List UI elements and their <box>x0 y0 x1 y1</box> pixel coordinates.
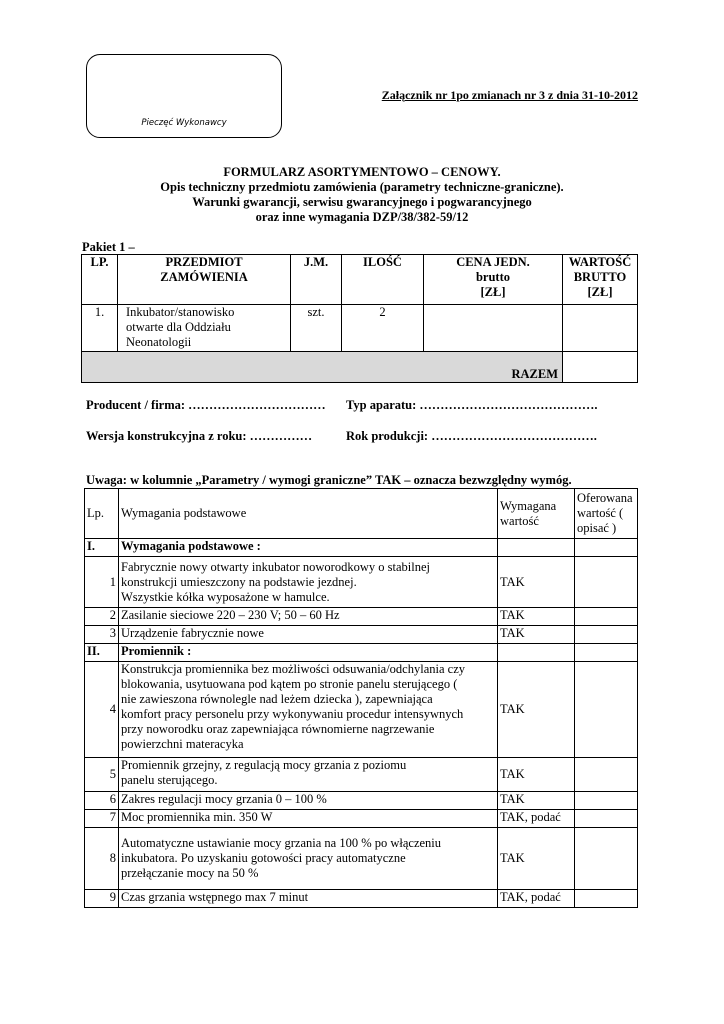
stamp-label: Pieczęć Wykonawcy <box>141 118 227 128</box>
row-value-input[interactable] <box>563 305 638 352</box>
col-unit-price: CENA JEDN. brutto [ZŁ] <box>424 255 563 305</box>
col-total-value: WARTOŚĆ BRUTTO [ZŁ] <box>563 255 638 305</box>
col-subject: PRZEDMIOT ZAMÓWIENIA <box>118 255 291 305</box>
requirement-text: Zakres regulacji mocy grzania 0 – 100 % <box>119 792 498 810</box>
row-subject: Inkubator/stanowisko otwarte dla Oddziału Neonatologii <box>118 305 291 352</box>
requirement-text: Automatyczne ustawianie mocy grzania na 100 % po włączeniu inkubatora. Po uzyskaniu gotowości pracy automatyczne przełączanie mocy na 50 % <box>119 828 498 890</box>
requirement-text: Promiennik grzejny, z regulacją mocy grzania z poziomu panelu sterującego. <box>119 758 498 792</box>
form-subtitle-3: oraz inne wymagania DZP/38/382-59/12 <box>255 210 469 224</box>
offered-value-input[interactable] <box>575 608 638 626</box>
required-value: TAK <box>498 662 575 758</box>
price-table <box>81 254 638 383</box>
table-row <box>82 305 638 352</box>
required-value: TAK <box>498 792 575 810</box>
req-col-requirement: Wymagania podstawowe <box>119 489 498 539</box>
section-number: II. <box>85 644 119 662</box>
required-value: TAK <box>498 626 575 644</box>
version-field[interactable]: Wersja konstrukcyjna z roku: …………… <box>86 429 313 443</box>
requirement-text: Urządzenie fabrycznie nowe <box>119 626 498 644</box>
total-label: RAZEM <box>82 352 563 383</box>
requirement-text: Czas grzania wstępnego max 7 minut <box>119 890 498 908</box>
table-row: 3 Urządzenie fabrycznie nowe TAK <box>85 626 638 644</box>
required-value: TAK <box>498 608 575 626</box>
row-qty: 2 <box>342 305 424 352</box>
required-value: TAK <box>498 758 575 792</box>
requirement-text: Konstrukcja promiennika bez możliwości odsuwania/odchylania czy blokowania, usytuowana pod kątem po stronie panelu sterującego ( nie zawieszona równolegle nad leżem dziecka ), zapewniająca komfort pracy personelu przy wykonywaniu procedur intensywnych przy noworodku oraz zapewniająca równomierne nagrzewanie powierzchni materacyka <box>119 662 498 758</box>
offered-value-input[interactable] <box>575 890 638 908</box>
table-row: 6 Zakres regulacji mocy grzania 0 – 100 % TAK <box>85 792 638 810</box>
row-unit: szt. <box>291 305 342 352</box>
col-lp: LP. <box>82 255 118 305</box>
table-row: 9 Czas grzania wstępnego max 7 minut TAK, podać <box>85 890 638 908</box>
offered-value-input[interactable] <box>575 626 638 644</box>
requirement-text: Zasilanie sieciowe 220 – 230 V; 50 – 60 Hz <box>119 608 498 626</box>
offered-value-input[interactable] <box>575 662 638 758</box>
req-col-required: Wymagana wartość <box>498 489 575 539</box>
table-row: 1 Fabrycznie nowy otwarty inkubator noworodkowy o stabilnej konstrukcji umieszczony na podstawie jezdnej. Wszystkie kółka wyposażone w hamulce. TAK <box>85 557 638 608</box>
required-value: TAK, podać <box>498 810 575 828</box>
production-year-field[interactable]: Rok produkcji: …………………………………. <box>346 429 597 443</box>
form-title: FORMULARZ ASORTYMENTOWO – CENOWY. <box>223 165 501 179</box>
col-qty: ILOŚĆ <box>342 255 424 305</box>
requirement-text: Moc promiennika min. 350 W <box>119 810 498 828</box>
contractor-stamp-box <box>86 54 282 138</box>
producer-field[interactable]: Producent / firma: …………………………… <box>86 398 326 412</box>
row-lp: 1. <box>82 305 118 352</box>
offered-value-input[interactable] <box>575 557 638 608</box>
offered-value-input[interactable] <box>575 828 638 890</box>
requirement-text: Fabrycznie nowy otwarty inkubator noworodkowy o stabilnej konstrukcji umieszczony na podstawie jezdnej. Wszystkie kółka wyposażone w hamulce. <box>119 557 498 608</box>
table-row: 2 Zasilanie sieciowe 220 – 230 V; 50 – 60 Hz TAK <box>85 608 638 626</box>
type-field[interactable]: Typ aparatu: ……………………………………. <box>346 398 598 412</box>
requirements-table <box>84 488 638 908</box>
form-subtitle-1: Opis techniczny przedmiotu zamówienia (parametry techniczne-graniczne). <box>160 180 564 194</box>
table-row: 7 Moc promiennika min. 350 W TAK, podać <box>85 810 638 828</box>
required-value: TAK <box>498 828 575 890</box>
offered-value-input[interactable] <box>575 810 638 828</box>
required-value: TAK, podać <box>498 890 575 908</box>
section-title: Wymagania podstawowe : <box>119 539 498 557</box>
requirement-note: Uwaga: w kolumnie „Parametry / wymogi graniczne” TAK – oznacza bezwzględny wymóg. <box>86 473 572 487</box>
section-number: I. <box>85 539 119 557</box>
package-label: Pakiet 1 – <box>82 240 135 254</box>
total-value-input[interactable] <box>563 352 638 383</box>
table-row: 5 Promiennik grzejny, z regulacją mocy grzania z poziomu panelu sterującego. TAK <box>85 758 638 792</box>
section-title: Promiennik : <box>119 644 498 662</box>
offered-value-input[interactable] <box>575 792 638 810</box>
annex-reference: Załącznik nr 1po zmianach nr 3 z dnia 31-10-2012 <box>381 88 638 102</box>
table-row: 8 Automatyczne ustawianie mocy grzania na 100 % po włączeniu inkubatora. Po uzyskaniu gotowości pracy automatyczne przełączanie mocy na 50 % TAK <box>85 828 638 890</box>
col-unit: J.M. <box>291 255 342 305</box>
row-price-input[interactable] <box>424 305 563 352</box>
table-row: 4 Konstrukcja promiennika bez możliwości odsuwania/odchylania czy blokowania, usytuowana pod kątem po stronie panelu sterującego ( nie zawieszona równolegle nad leżem dziecka ), zapewniająca komfort pracy personelu przy wykonywaniu procedur intensywnych przy noworodku oraz zapewniająca równomierne nagrzewanie powierzchni materacyka TAK <box>85 662 638 758</box>
req-col-offered: Oferowana wartość ( opisać ) <box>575 489 638 539</box>
required-value: TAK <box>498 557 575 608</box>
form-subtitle-2: Warunki gwarancji, serwisu gwarancyjnego i pogwarancyjnego <box>192 195 532 209</box>
req-col-lp: Lp. <box>85 489 119 539</box>
offered-value-input[interactable] <box>575 758 638 792</box>
